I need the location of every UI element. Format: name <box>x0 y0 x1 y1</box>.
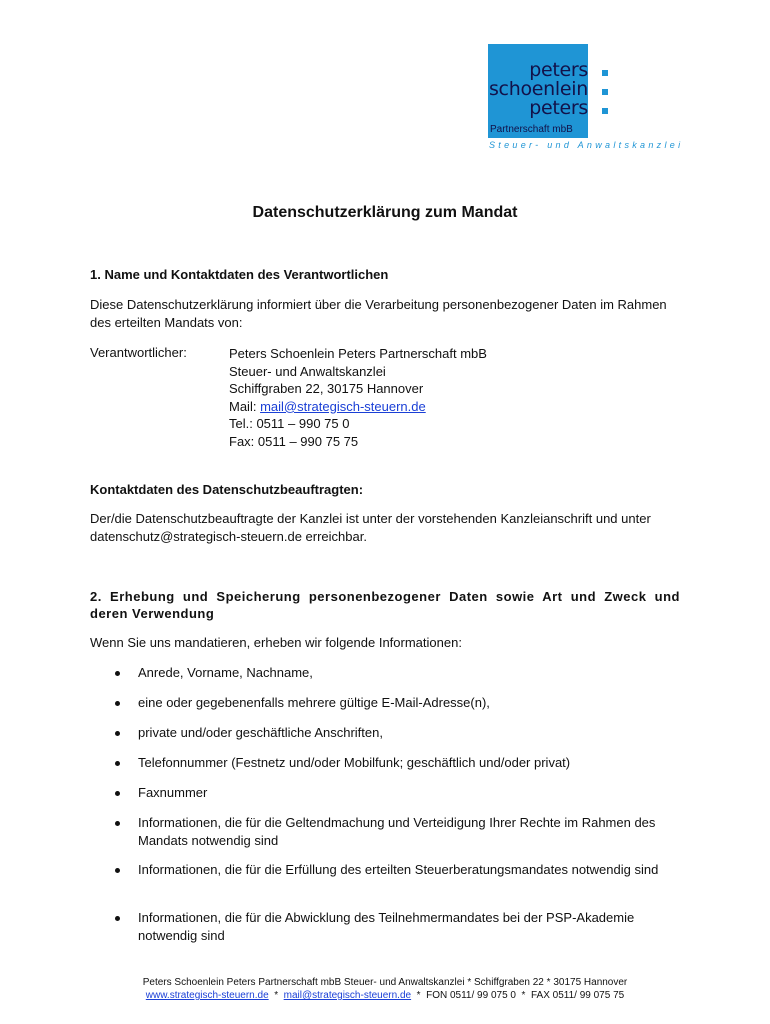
bullet-icon <box>115 671 120 676</box>
list-item: eine oder gegebenenfalls mehrere gültige E-Mail-Adresse(n), <box>138 695 490 710</box>
list-item: Informationen, die für die Geltendmachung und Verteidigung Ihrer Rechte im Rahmen des Mandats notwendig sind <box>138 815 656 848</box>
logo-line-3: peters <box>529 97 588 119</box>
section-1-heading: 1. Name und Kontaktdaten des Verantwortlichen <box>90 267 389 282</box>
list-item: Informationen, die für die Erfüllung des erteilten Steuerberatungsmandates notwendig sind <box>138 862 659 877</box>
logo-dot <box>602 89 608 95</box>
section-2-intro: Wenn Sie uns mandatieren, erheben wir folgende Informationen: <box>90 635 462 650</box>
logo-dot <box>602 108 608 114</box>
document-title: Datenschutzerklärung zum Mandat <box>252 204 518 221</box>
mail-label: Mail: <box>229 398 261 414</box>
controller-fax: Fax: 0511 – 990 75 75 <box>229 433 359 449</box>
footer-phone-fax: * FON 0511/ 99 075 0 * FAX 0511/ 99 075 75 <box>411 990 625 1001</box>
footer-mail-link[interactable]: mail@strategisch-steuern.de <box>283 990 412 1001</box>
controller-name: Peters Schoenlein Peters Partnerschaft mbB <box>229 346 487 361</box>
logo-suffix: Partnerschaft mbB <box>490 124 573 135</box>
footer-separator: * <box>268 990 284 1001</box>
logo-tagline: Steuer- und Anwaltskanzlei <box>489 140 684 150</box>
bullet-icon <box>115 761 120 766</box>
section-2-heading: 2. Erhebung und Speicherung personenbezogener Daten sowie Art und Zweck und deren Verwendung <box>90 589 680 621</box>
bullet-icon <box>115 791 120 796</box>
list-item: Anrede, Vorname, Nachname, <box>138 665 313 680</box>
controller-tel: Tel.: 0511 – 990 75 0 <box>229 416 350 432</box>
footer-contact <box>0 989 770 1002</box>
mail-link[interactable]: mail@strategisch-steuern.de <box>260 398 426 414</box>
logo-line-1: peters <box>529 59 588 81</box>
bullet-icon <box>115 701 120 706</box>
list-item: Telefonnummer (Festnetz und/oder Mobilfunk; geschäftlich und/oder privat) <box>138 755 571 770</box>
logo-dot <box>602 70 608 76</box>
list-item: Faxnummer <box>138 785 208 800</box>
section-1-intro: Diese Datenschutzerklärung informiert über die Verarbeitung personenbezogener Daten im Rahmen des erteilten Mandats von: <box>90 297 667 330</box>
controller-label: Verantwortlicher: <box>90 345 187 360</box>
bullet-icon <box>115 731 120 736</box>
controller-details <box>229 345 487 451</box>
controller-address: Schiffgraben 22, 30175 Hannover <box>229 381 424 397</box>
bullet-icon <box>115 916 120 921</box>
bullet-icon <box>115 868 120 873</box>
dpo-heading: Kontaktdaten des Datenschutzbeauftragten: <box>90 482 364 497</box>
controller-type: Steuer- und Anwaltskanzlei <box>229 363 386 379</box>
bullet-icon <box>115 821 120 826</box>
footer-address: Peters Schoenlein Peters Partnerschaft mbB Steuer- und Anwaltskanzlei * Schiffgraben 22 * 30175 Hannover <box>142 977 628 988</box>
controller-mail-row <box>229 398 487 416</box>
footer-web-link[interactable]: www.strategisch-steuern.de <box>145 990 269 1001</box>
list-item: Informationen, die für die Abwicklung des Teilnehmermandates bei der PSP-Akademie notwendig sind <box>138 910 635 943</box>
list-item: private und/oder geschäftliche Anschriften, <box>138 725 383 740</box>
logo-line-2: schoenlein <box>488 78 588 100</box>
dpo-text: Der/die Datenschutzbeauftragte der Kanzlei ist unter der vorstehenden Kanzleianschrift und unter datenschutz@strategisch-steuern.de erreichbar. <box>90 511 651 544</box>
